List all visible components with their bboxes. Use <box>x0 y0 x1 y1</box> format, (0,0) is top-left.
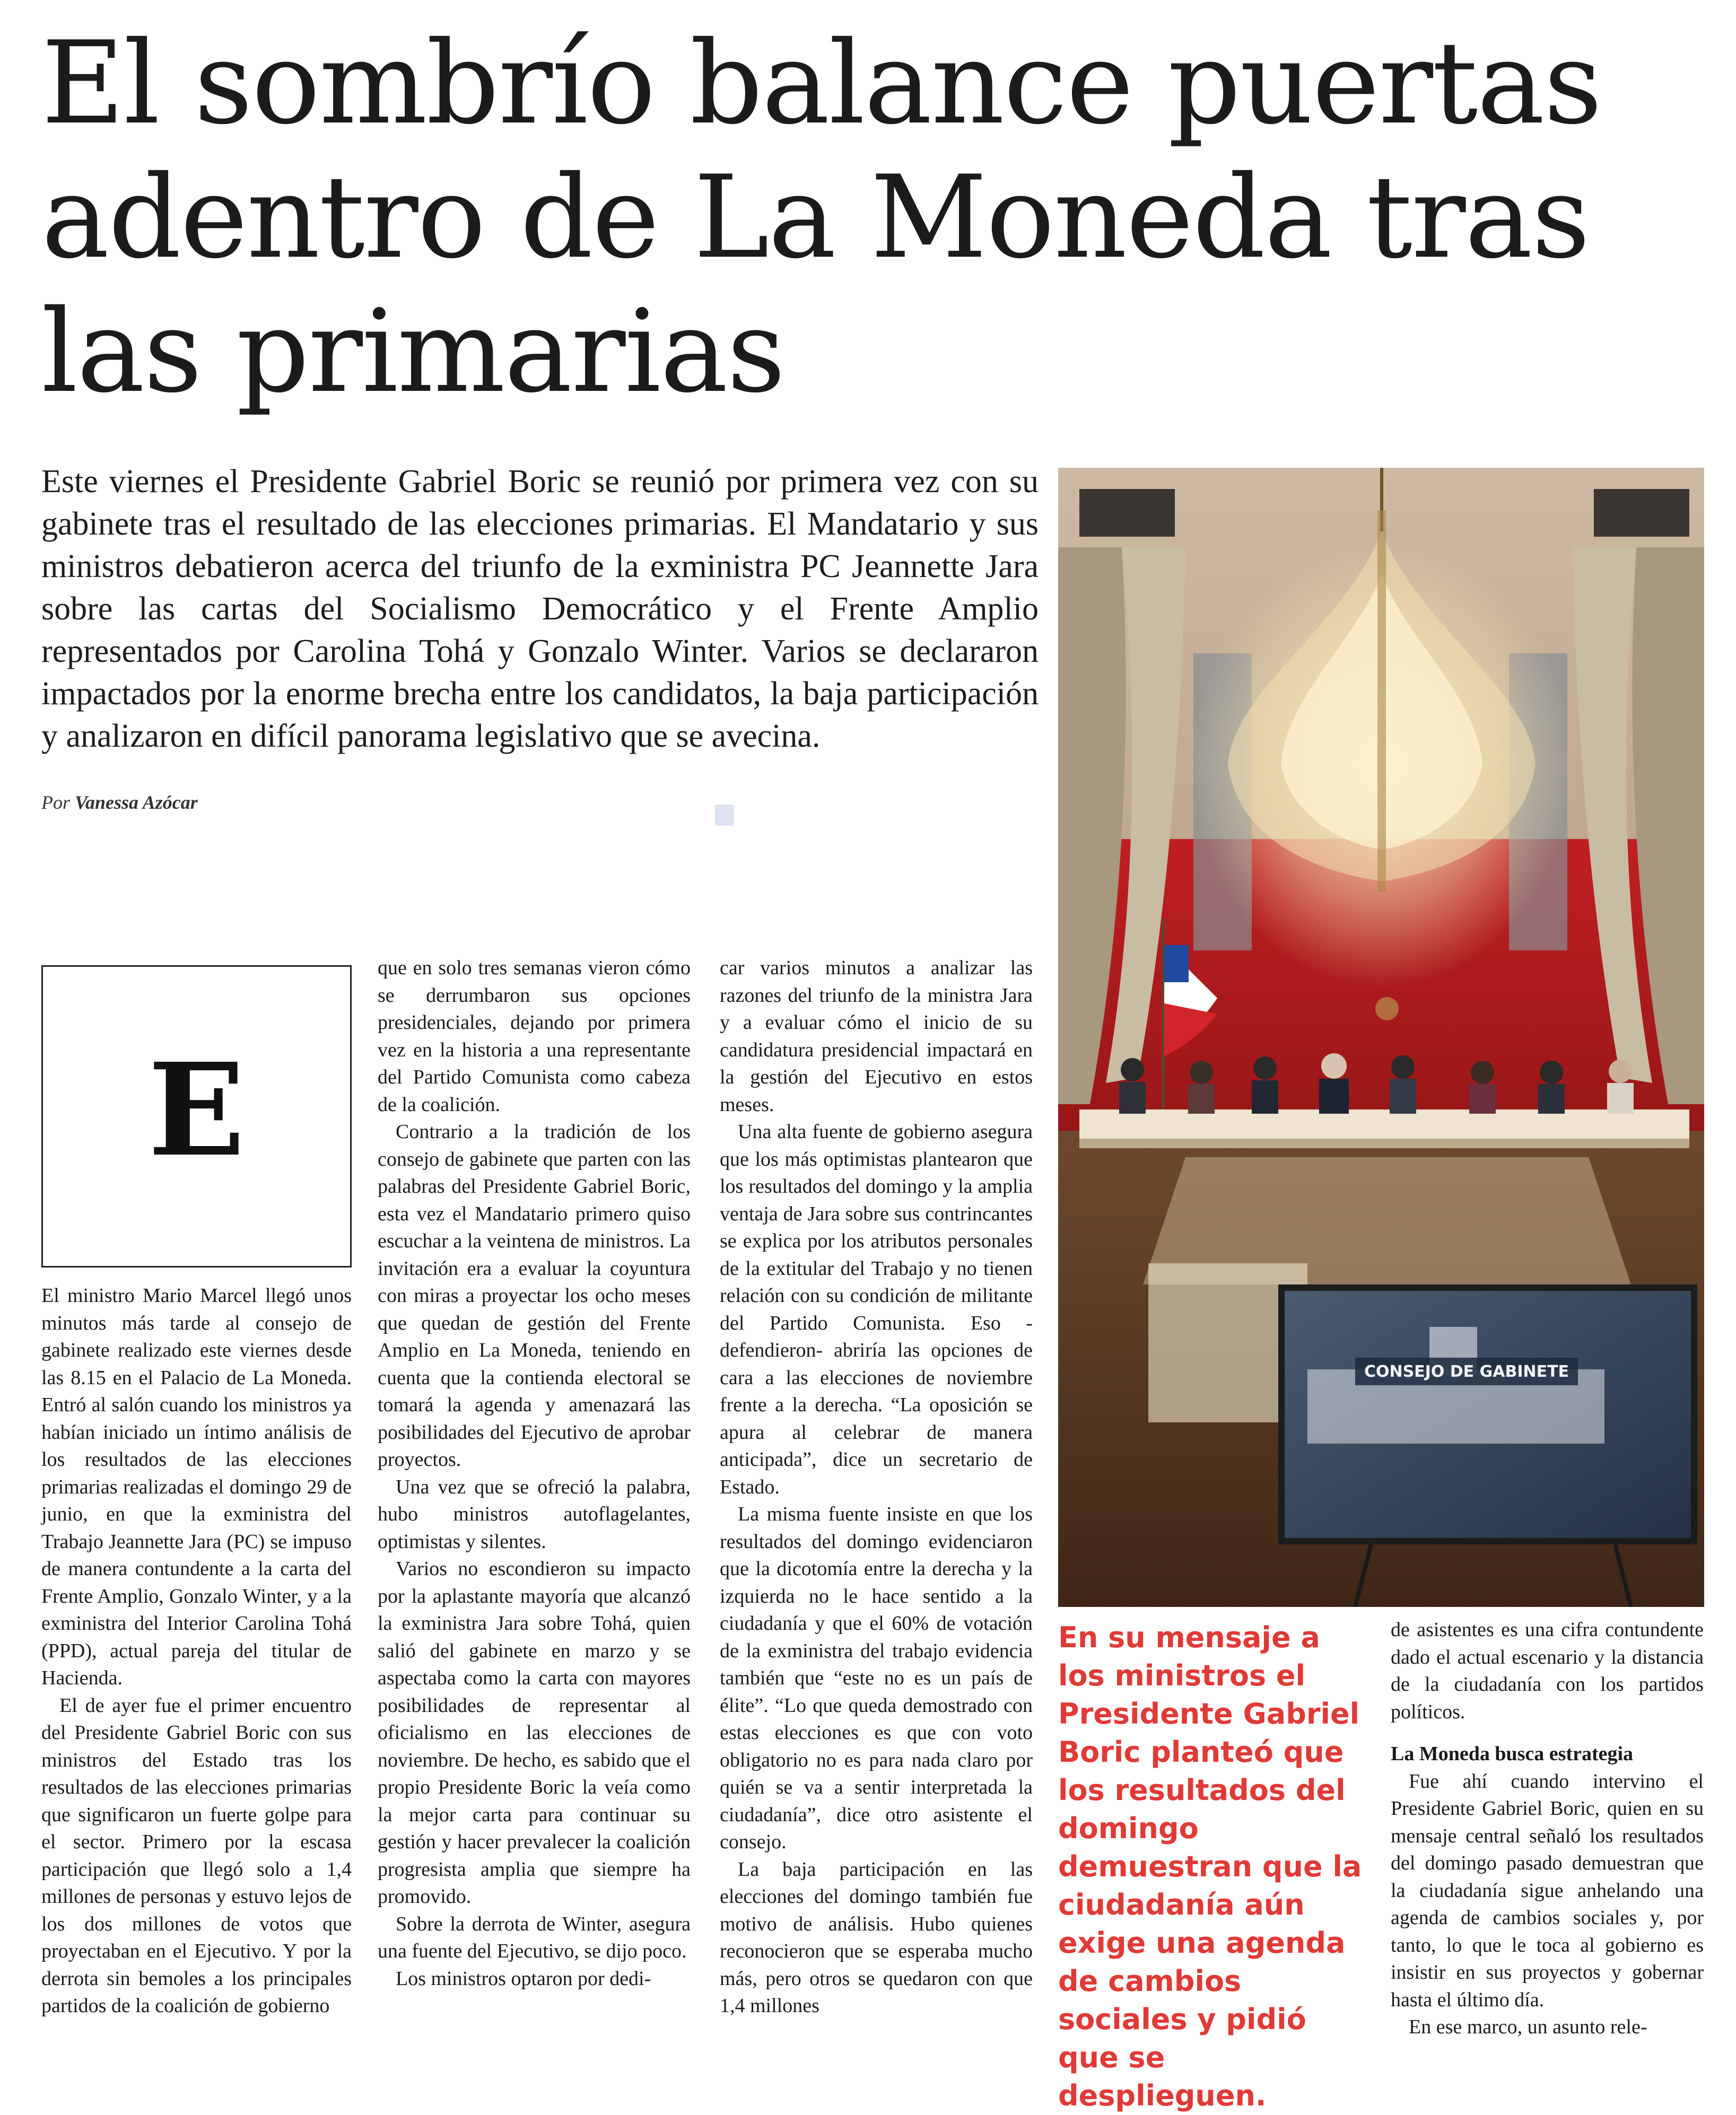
paragraph: que en solo tres semanas vieron cómo se derrumbaron sus opciones presidenciales, dejando por primera vez en la historia a una representante del Partido Comunista como cabeza de la coalición. <box>378 957 691 1116</box>
byline-author: Vanessa Azócar <box>75 792 198 813</box>
paragraph: Fue ahí cuando intervino el Presidente Gabriel Boric, quien en su mensaje central señaló los resultados del domingo pasado demuestran que la ciudadanía sigue anhelando una agenda de cambios sociales y, por tanto, lo que le toca al gobierno es insistir en sus proyectos y gobernar hasta el último día. <box>1391 1770 1704 2011</box>
paragraph: de asistentes es una cifra contundente dado el actual escenario y la distancia de la ciudadanía con los partidos políticos. <box>1391 1619 1704 1723</box>
headline: El sombrío balance puertas adentro de La Moneda tras las primarias <box>41 16 1601 418</box>
dropcap-letter: E <box>148 1035 245 1185</box>
pull-quote: En su mensaje a los ministros el Presidente Gabriel Boric planteó que los resultados del domingo demuestran que la ciudadanía aún exige una agenda de cambios sociales y pidió que se desplieguen. <box>1058 1621 1362 2112</box>
dropcap-box <box>41 965 352 1268</box>
column-4 <box>1391 1616 1704 2041</box>
paragraph: car varios minutos a analizar las razones del triunfo de la ministra Jara y a evaluar cómo el inicio de su candidatura presidencial impactará en la gestión del Ejecutivo en estos meses. <box>720 957 1033 1116</box>
column-2 <box>378 955 691 1992</box>
byline-prefix: Por <box>41 792 70 813</box>
paragraph: El de ayer fue el primer encuentro del Presidente Gabriel Boric con sus ministros del Estado tras los resultados de las elecciones primarias que significaron un fuerte golpe para el sector. Primero por la escasa participación que llegó solo a 1,4 millones de personas y estuvo lejos de los dos millones de votos que proyectaban en el Ejecutivo. Y por la derrota sin bemoles a los principales partidos de la coalición de gobierno <box>41 1694 352 2017</box>
paragraph: La baja participación en las elecciones del domingo también fue motivo de análisis. Hubo quienes reconocieron que se esperaba mucho más, pero otros se quedaron con que 1,4 millones <box>720 1858 1033 2017</box>
paragraph: La misma fuente insiste en que los resultados del domingo evidenciaron que la dicotomía entre la derecha y la izquierda no le hace sentido a la ciudadanía y que el 60% de votación de la exministra del trabajo evidencia también que “este no es un país de élite”. “Lo que queda demostrado con estas elecciones es que con voto obligatorio no es para nada claro por quién se va a sentir interpretada la ciudadanía”, dice otro asistente el consejo. <box>720 1503 1033 1853</box>
column-3 <box>720 955 1033 2020</box>
paragraph: Una alta fuente de gobierno asegura que los más optimistas plantearon que los resultados del domingo y la amplia ventaja de Jara sobre sus contrincantes se explica por los atributos personales de la extitular del Trabajo y no tienen relación con su condición de militante del Partido Comunista. Eso -defendieron- abriría las opciones de cara a las elecciones de noviembre frente a la derecha. “La oposición se apura al celebrar de manera anticipada”, dice un secretario de Estado. <box>720 1121 1033 1498</box>
screen-title: CONSEJO DE GABINETE <box>1364 1362 1569 1381</box>
lead-paragraph: Este viernes el Presidente Gabriel Boric se reunió por primera vez con su gabinete tras el resultado de las elecciones primarias. El Mandatario y sus ministros debatieron acerca del triunfo de la exministra PC Jeannette Jara sobre las cartas del Socialismo Democrático y el Frente Amplio representados por Carolina Tohá y Gonzalo Winter. Varios se declararon impactados por la enorme brecha entre los candidatos, la baja participación y analizaron en difícil panorama legislativo que se avecina. <box>41 464 1039 754</box>
paragraph: Sobre la derrota de Winter, asegura una fuente del Ejecutivo, se dijo poco. <box>378 1912 691 1962</box>
paragraph: Una vez que se ofreció la palabra, hubo ministros autoflagelantes, optimistas y silentes. <box>378 1475 691 1553</box>
cabinet-photo <box>1058 468 1704 1607</box>
paragraph: Contrario a la tradición de los consejo de gabinete que parten con las palabras del Presidente Gabriel Boric, esta vez el Mandatario primero quiso escuchar a la veintena de ministros. La invitación era a evaluar la coyuntura con miras a proyectar los ocho meses que quedan de gestión del Frente Amplio en La Moneda, teniendo en cuenta que la contienda electoral se tomará la agenda y amenazará las posibilidades del Ejecutivo de aprobar proyectos. <box>378 1121 691 1471</box>
paragraph: Los ministros optaron por dedi- <box>396 1967 651 1990</box>
paragraph: Varios no escondieron su impacto por la aplastante mayoría que alcanzó la exministra Jara sobre Tohá, quien salió del gabinete en marzo y se aspectaba como la carta con mayores posibilidades de representar al oficialismo en las elecciones de noviembre. De hecho, es sabido que el propio Presidente Boric la veía como la mejor carta para continuar su gestión y hacer prevalecer la coalición progresista amplia que siempre ha promovido. <box>378 1558 691 1908</box>
column-1 <box>41 1282 352 2020</box>
paragraph: En ese marco, un asunto rele- <box>1409 2016 1647 2038</box>
section-subhead: La Moneda busca estrategia <box>1391 1743 1634 1765</box>
page-marker-icon <box>715 805 734 826</box>
byline <box>41 791 198 814</box>
paragraph: El ministro Mario Marcel llegó unos minutos más tarde al consejo de gabinete realizado este viernes desde las 8.15 en el Palacio de La Moneda. Entró al salón cuando los ministros ya habían iniciado un íntimo análisis de los resultados de las elecciones primarias realizadas el domingo 29 de junio, en que la exministra del Trabajo Jeannette Jara (PC) se impuso de manera contundente a la carta del Frente Amplio, Gonzalo Winter, y a la exministra del Interior Carolina Tohá (PPD), actual pareja del titular de Hacienda. <box>41 1284 352 1689</box>
